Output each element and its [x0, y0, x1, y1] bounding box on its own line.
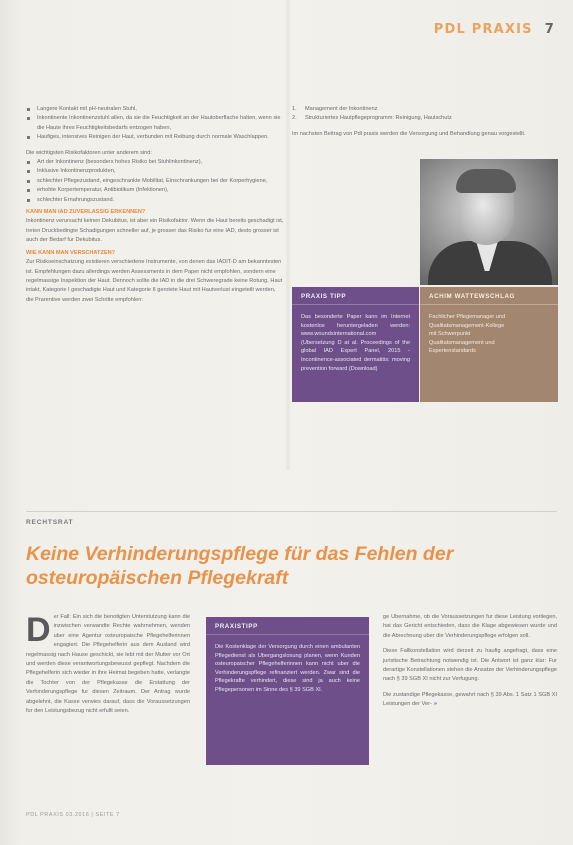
section-divider	[26, 511, 557, 512]
author-box	[420, 287, 558, 402]
list-item: 1. Management der Inkontinenz	[292, 106, 378, 112]
numbered-list	[292, 105, 554, 124]
page-footer: PDL PRAXIS 03.2016 | SEITE 7	[26, 812, 120, 818]
section-title: PDL PRAXIS	[433, 22, 533, 37]
paragraph: Zur Risikoeinschatzung existieren verschiedene Instrumente, von denen das IADIT-D am bekanntesten ist. Empfehlungen dazu allerdings werden Assessments in dem Paper nicht empfohlen, sondern eine regelmassige Inspektion der Haut. Dennoch sollte die IAD in die drei Schweregrade keine Rotung, Haut intakt, Kategorie I geschadigte Haut und Kategorie II gerotete Haut mit Hautverlust eingeteilt werden, die Prarentive werden zwei Schritte empfohlen:	[26, 259, 283, 303]
page-header	[434, 22, 555, 37]
continue-arrow-icon: »	[433, 701, 437, 708]
bullet-list-b	[26, 158, 284, 205]
paragraph: Diese Fallkonstellation wird derzeit zu haufig angefragt, dass eine juristische Betrachtung notwendig ist. Die Antwort ist ganz klar: Fur derartige Konstellationen stehen die Ansatze der Verhinderungspflege nach § 39 SGB XI nicht zur Verfugung.	[383, 648, 557, 683]
praxis-tipp-box	[292, 287, 419, 402]
article-text: er Fall: Ein sich die benotigten Unterstutzung kann die inzwischen verwandte Rechte wahrnehmen, wenden uber eine Agentur osteuropaische Pflegehelferinnen engagiert. Die Pflegehelferin aus dem Ausland wird regelmassig nach Hause geschickt, sie lebt mit der Mutter vor Ort und werden diese verantwortungsbewusst gepflegt. Nachdem die Pflegehelferin sich wieder in ihre Heimat begeben hatte, verlangte die Tochter von der Pflegekasse die Erstattung der Verhinderungspflege fur diesen Zeitraum. Der Antrag wurde abgelehnt, die Kasse verwies darauf, dass die Voraussetzungen fur den Leistungsbezug nicht erfullt seien.	[26, 614, 190, 715]
praxistipp-box	[206, 617, 369, 765]
bullet-list-a	[26, 105, 284, 143]
praxistipp-title: PRAXISTIPP	[206, 617, 369, 635]
article-column-1	[26, 613, 190, 716]
paragraph: Im nachsten Beitrag von Pdl praxis werden die Versorgung und Behandlung genau vorgestellt.	[292, 130, 526, 137]
praxis-tipp-text: Das besonderte Paper kann im Internet kostenlos heruntergeladen werden: www.woundsinternational.com (Ubersetzung D at al. Proceedings of the global IAD Expert Panel, 2015 - Incontinence-associated dermatitis: moving prevention forward (Download)	[301, 314, 410, 372]
paragraph: ge Ubernahme, ob die Voraussetzungen fur diese Leistung vorliegen, hat das Gericht entschieden, dass die Klage abgewiesen wurde und die Abrechnung uber die Verhinderungspflege erfolgen soll.	[383, 614, 557, 639]
list-item: Art der Inkontinenz (besonders hohes Risiko bei Stuhlinkontinenz),	[26, 158, 284, 167]
article-column-3	[383, 613, 557, 710]
author-name: ACHIM WATTEWSCHLAG	[420, 287, 558, 305]
top-left-column	[26, 105, 284, 305]
list-item: Inkontinente Inkontinenzstuhl allen, da sie die Feuchtigkeit an der Hautoberflache halten, wenn sie die Haute ihres Feuchtigkeitsbedarfs entzogen haben,	[26, 114, 284, 133]
paragraph: Die zustandige Pflegekasse, gewahrt nach § 39 Abs. 1 Satz 1 SGB XI Leistungen der Ver- »	[383, 691, 557, 708]
list-item: Langere Kontakt mit pH-neutralen Stuhl,	[26, 105, 284, 114]
top-right-column	[292, 105, 554, 139]
intro-text: Die wichtigsten Risikofaktoren unter anderem sind:	[26, 149, 152, 156]
subheading: WIE KANN MAN VERSCHATZEN?	[26, 249, 116, 256]
page-number: 7	[544, 22, 555, 37]
section-label: RECHTSRAT	[26, 519, 74, 526]
article-headline: Keine Verhinderungspflege für das Fehlen der osteuropäischen Pflegekraft	[26, 543, 454, 589]
list-item: Haufiges, intensives Reinigen der Haut, verbunden mit Reibung durch normale Waschlappen.	[26, 133, 284, 142]
author-photo	[420, 159, 558, 285]
drop-cap: D	[26, 611, 51, 649]
author-bio: Fachlicher Pflegemanager und Qualitatsmanagement-Kollege mit Schwerpunkt Qualitatsmanagement und Expertenstandards	[429, 314, 506, 355]
list-item: schlechter Pflegezustand, eingeschrankte Mobilitat, Einschrankungen bei der Korperhygiene,	[26, 177, 284, 186]
list-item: schlechter Ernahrungszustand.	[26, 196, 284, 205]
list-item: 2. Strukturiertes Hautpflegeprogramm: Reinigung, Hautschutz	[292, 115, 452, 122]
praxistipp-text: Die Kostenklage der Versorgung durch einen ambulanten Pflegedienst als Ubergangslosung planen, wenn Kunden osteuropaischer Pflegehelferinnen kann nicht uber die Verhinderungspflege refinanziert werden. Zwar sind die Pflegekrafte verhindert, diese sind ja auch keine Pflegepersonen im Sinne des § 39 SGB XI.	[215, 644, 360, 693]
page-fold	[285, 0, 291, 470]
list-item: Inklusive Inkontinenzprodukten,	[26, 167, 284, 176]
paragraph: Inkontinenz verursacht keinen Dekubitus, ist aber ein Risikofaktor. Wenn die Haut bereits geschadigt ist, treten Druckbedingte Schadigungen schneller auf, je grosser das Risiko fur eine IAD, desto grosser ist auch der Bedarf fur Dekubitus.	[26, 218, 284, 244]
praxis-tipp-title: PRAXIS TIPP	[292, 287, 419, 305]
list-item: erhohte Korpertemperatur, Antibiotikum (Infektionen),	[26, 186, 284, 195]
subheading: KANN MAN IAD ZUVERLASSIG ERKENNEN?	[26, 209, 146, 216]
